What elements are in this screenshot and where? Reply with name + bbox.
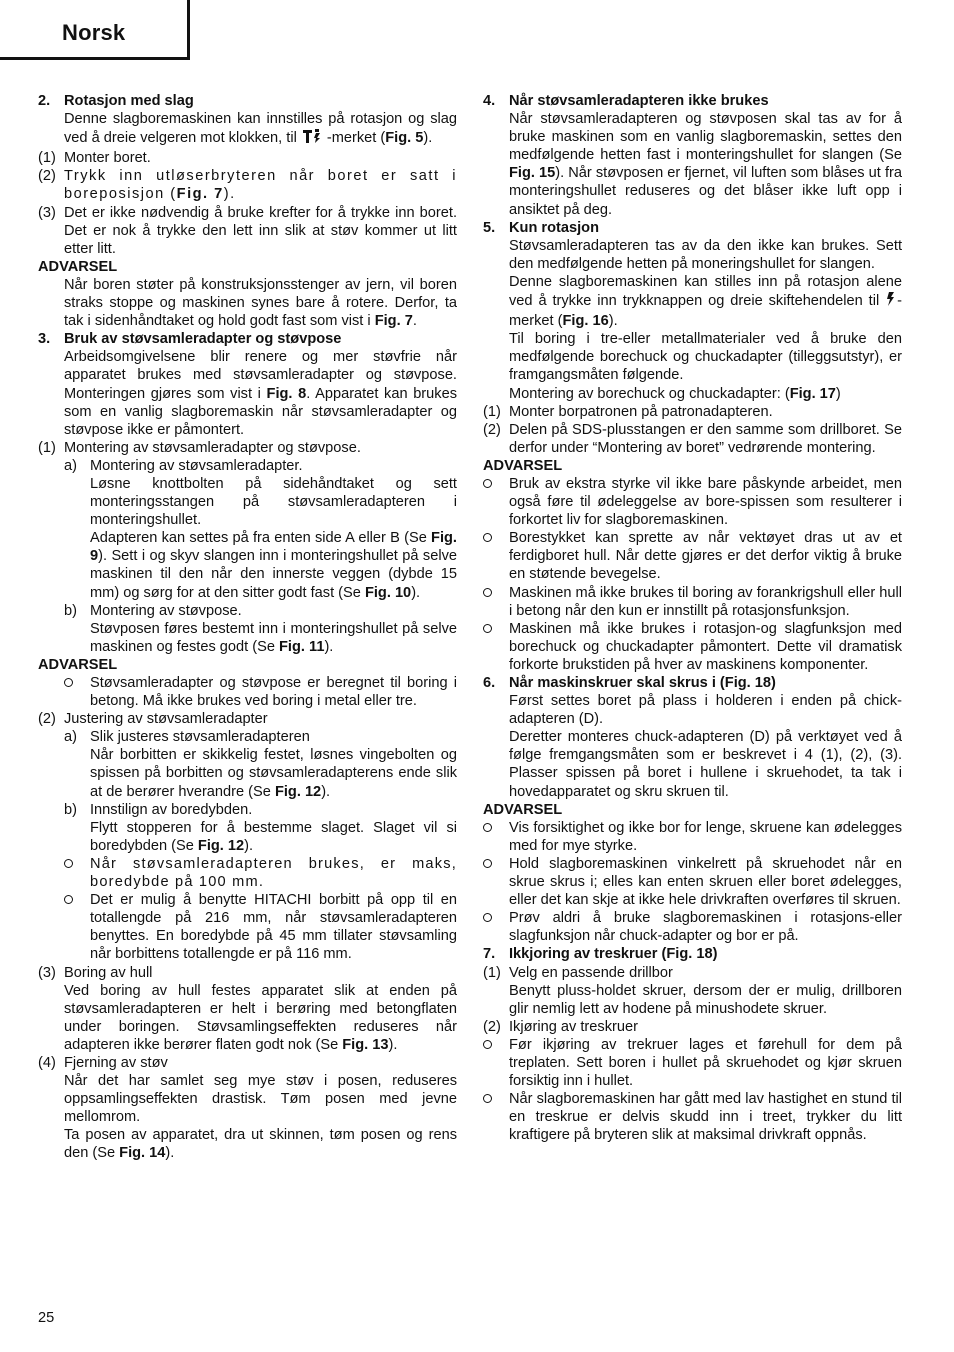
right-column bbox=[483, 92, 902, 1144]
s3-step-4-text-1: Når det har samlet seg mye støv i posen, reduseres oppsamlingseffekten drastisk. Tøm posen med jevne mellomrom. bbox=[64, 1073, 457, 1126]
s2-warning-text: Når boren støter på konstruksjonsstenger av jern, vil boren straks stoppe og maskinen synes bare å rotere. Derfor, ta tak i sidenhåndtaket og hold godt fast som vist i Fig. 7. bbox=[64, 276, 457, 330]
bullet-circle-icon bbox=[483, 1094, 492, 1103]
s3-step-4-text-2: Ta posen av apparatet, dra ut skinnen, tøm posen og rens den (Se Fig. 14). bbox=[64, 1127, 457, 1162]
s7-step-1-text: Benytt pluss-holdet skruer, dersom der er mulig, drillboren glir nemlig lett av hodene på minushodete skruer. bbox=[509, 982, 902, 1017]
bullet-circle-icon bbox=[483, 1040, 492, 1049]
s2-step-3: (3) Det er ikke nødvendig å bruke krefter for å trykke inn boret. Det er nok å trykke den lett inn slik at støv kommer ut litt etter litt. bbox=[38, 204, 457, 257]
section-4-heading: 4. Når støvsamleradapteren ikke brukes bbox=[483, 93, 769, 109]
s7-step-1: (1) Velg en passende drillbor bbox=[483, 964, 673, 981]
rotation-hammer-icon bbox=[302, 128, 326, 149]
s6-text-2: Deretter monteres chuck-adapteren (D) på verktøyet ved å følge fremgangsmåten som er beskrevet i 4 (1), (2), (3). Plasser spissen på boret i hullene i skruehodet, ta tak i hovedapparatet og skru skruen til. bbox=[509, 729, 902, 800]
bullet-circle-icon bbox=[483, 588, 492, 597]
bullet-circle-icon bbox=[483, 859, 492, 868]
s5-step-1: (1) Monter borpatronen på patronadapteren. bbox=[483, 403, 773, 420]
s5-text-4: Montering av borechuck og chuckadapter: (Fig. 17) bbox=[509, 385, 841, 402]
s5-text-3: Til boring i tre-eller metallmaterialer ved å bruke den medfølgende borechuck og chuckadapter (tilleggsutstyr), er framgangsmåten følgende. bbox=[509, 331, 902, 384]
s3-step-4: (4) Fjerning av støv bbox=[38, 1054, 168, 1071]
s6-text-1: Først settes boret på plass i holderen i enden på chick-adapteren (D). bbox=[509, 693, 902, 728]
s3-step-1b: b) Montering av støvpose. bbox=[64, 602, 242, 619]
bullet-circle-icon bbox=[483, 624, 492, 633]
s3-note-2: Det er mulig å benytte HITACHI borbitt på opp til en totallengde på 216 mm, når støvsamleradapteren benyttes. En boredybde på 45 mm tillater støvsamling når borbittens totallengde er på 116 mm. bbox=[38, 891, 457, 963]
s2-step-1: (1) Monter boret. bbox=[38, 150, 151, 167]
section-3-heading: 3. Bruk av støvsamleradapter og støvpose bbox=[38, 331, 342, 348]
s5-warning-1: Bruk av ekstra styrke vil ikke bare påskynde arbeidet, men også føre til ødeleggelse av bore-spissen som resulterer i forkortet liv for slagboremaskinen. bbox=[483, 475, 902, 529]
bullet-circle-icon bbox=[64, 895, 73, 904]
bullet-circle-icon bbox=[483, 913, 492, 922]
s6-warning-heading: ADVARSEL bbox=[483, 801, 563, 818]
s6-warning-2: Hold slagboremaskinen vinkelrett på skruehodet når en skrue skrus i; elles kan enten skruen eller boret ødelegges, eller det kan skje at ikke hele drivkraften overføres til skruen. bbox=[483, 855, 902, 909]
s5-text-1: Støvsamleradapteren tas av da den ikke kan brukes. Sett den medfølgende hetten på moneringshullet for slangen. bbox=[509, 237, 902, 272]
s5-warning-heading: ADVARSEL bbox=[483, 457, 563, 474]
section-2-body: Denne slagboremaskinen kan innstilles på rotasjon og slag ved å dreie velgeren mot klokken, til -merket (Fig. 5). bbox=[38, 110, 457, 149]
language-tab bbox=[0, 0, 190, 60]
s5-warning-4: Maskinen må ikke brukes i rotasjon-og slagfunksjon med borechuck og chuckadapter påmontert. Dette vil dramatisk forkorte brukstiden på hver av maskinens komponenter. bbox=[483, 620, 902, 674]
section-7-heading: 7. Ikkjoring av treskruer (Fig. 18) bbox=[483, 946, 718, 963]
s7-step-2: (2) Ikjøring av treskruer bbox=[483, 1018, 638, 1035]
s5-text-2: Denne slagboremaskinen kan stilles inn på rotasjon alene ved å trykke inn trykknappen og dreie skiftehendelen til -merket (Fig. 16). bbox=[509, 273, 902, 330]
bullet-circle-icon bbox=[483, 479, 492, 488]
s6-warning-1: Vis forsiktighet og ikke bor for lenge, skruene kan ødelegges med for mye styrke. bbox=[483, 819, 902, 855]
page-number: 25 bbox=[38, 1310, 55, 1326]
bullet-circle-icon bbox=[483, 533, 492, 542]
s3-note-1: Når støvsamleradapteren brukes, er maks, boredybde på 100 mm. bbox=[38, 855, 457, 891]
s7-note-1: Før ikjøring av trekruer lages et førehull for dem på treplaten. Sett boren i hullet på skruehodet og kjør skruen forsiktig inn i hullet. bbox=[483, 1036, 902, 1090]
section-4-body: Når støvsamleradapteren og støvposen skal tas av for å bruke maskinen som en vanlig slagboremaskin, settes den medfølgende hetten fast i monteringshullet for slangen (Se Fig. 15). Når støvposen er fjernet, vil luften som blåses ut fra monteringshullet reduseres og det blåser ikke luft opp i ansiktet på deg. bbox=[509, 111, 902, 218]
s3-warning-item: Støvsamleradapter og støvpose er beregnet til boring i betong. Må ikke brukes ved boring i metal eller tre. bbox=[38, 674, 457, 710]
s3-step-1: (1) Montering av støvsamleradapter og støvpose. bbox=[38, 439, 361, 456]
s3-step-3: (3) Boring av hull bbox=[38, 964, 153, 981]
rotation-only-icon bbox=[886, 291, 896, 312]
s3-step-3-text: Ved boring av hull festes apparatet slik at enden på støvsamleradapteren er helt i berøring med betongflaten under boringen. Støvsamlingseffekten reduseres når adapteren ikke berører flaten godt nok (Se Fig. 13). bbox=[64, 982, 457, 1053]
s5-warning-3: Maskinen må ikke brukes til boring av forankrigshull eller hull i betong når den kun er innstillt på rotasjonsfunksjon. bbox=[483, 584, 902, 620]
s7-note-2: Når slagboremaskinen har gått med lav hastighet en stund til en treskrue er delvis skudd inn i treet, trykker du litt kraftigere på bryteren slik at maksimal drivkraft oppnås. bbox=[483, 1090, 902, 1144]
s2-warning-heading: ADVARSEL bbox=[38, 258, 118, 275]
bullet-circle-icon bbox=[64, 678, 73, 687]
s3-step-2a-text: Når borbitten er skikkelig festet, løsnes vingebolten og spissen på borbitten og støvsamleradapterens ende slik at de berører hverandre (Se Fig. 12). bbox=[90, 747, 457, 800]
language-label: Norsk bbox=[62, 20, 126, 45]
s2-step-2: (2) Trykk inn utløserbryteren når boret er satt i boreposisjon (Fig. 7). bbox=[38, 168, 457, 203]
s3-step-1a-text-1: Løsne knottbolten på sidehåndtaket og sett monteringsstangen på støvsamleradapteren i monteringshullet. bbox=[90, 475, 457, 529]
s3-step-2: (2) Justering av støvsamleradapter bbox=[38, 711, 268, 728]
s5-step-2: (2) Delen på SDS-plusstangen er den samme som drillboret. Se derfor under “Montering av boret” vedrørende montering. bbox=[483, 421, 902, 456]
bullet-circle-icon bbox=[64, 859, 73, 868]
s6-warning-3: Prøv aldri å bruke slagboremaskinen i rotasjons-eller slagfunksjon når chuck-adapter og bor er på. bbox=[483, 909, 902, 945]
s3-warning-heading: ADVARSEL bbox=[38, 656, 118, 673]
left-column bbox=[38, 92, 457, 1163]
section-3-body: Arbeidsomgivelsene blir renere og mer støvfrie når apparatet brukes med støvsamleradapter og støvpose. Monteringen gjøres som vist i Fig. 8. Apparatet kan brukes som en vanlig slagboremaskin når støvsamleradapter og støvpose ikke er påmontert. bbox=[64, 349, 457, 438]
s3-step-1a: a) Montering av støvsamleradapter. bbox=[64, 457, 303, 474]
bullet-circle-icon bbox=[483, 823, 492, 832]
s5-warning-2: Borestykket kan sprette av når vektøyet dras ut av et ferdigboret hull. Når dette gjøres er det derfor viktig å bruke en støtende bevegelse. bbox=[483, 529, 902, 583]
s3-step-1b-text: Støvposen føres bestemt inn i monteringshullet på selve maskinen og festes godt (Se Fig. 11). bbox=[90, 620, 457, 655]
section-6-heading: 6. Når maskinskruer skal skrus i (Fig. 18) bbox=[483, 675, 776, 691]
section-5-heading: 5. Kun rotasjon bbox=[483, 219, 599, 236]
s3-step-2a: a) Slik justeres støvsamleradapteren bbox=[64, 729, 310, 746]
section-2-heading: 2. Rotasjon med slag bbox=[38, 93, 194, 109]
s3-step-1a-text-2: Adapteren kan settes på fra enten side A eller B (Se Fig. 9). Sett i og skyv slangen inn i monteringshullet på selve maskinen til den når den innerste veggen (dybde 15 mm) og sørg for at den sitter godt fast (Se Fig. 10). bbox=[90, 530, 457, 601]
s3-step-2b-text: Flytt stopperen for å bestemme slaget. Slaget vil si boredybden (Se Fig. 12). bbox=[90, 819, 457, 854]
s3-step-2b: b) Innstilign av boredybden. bbox=[64, 801, 253, 818]
